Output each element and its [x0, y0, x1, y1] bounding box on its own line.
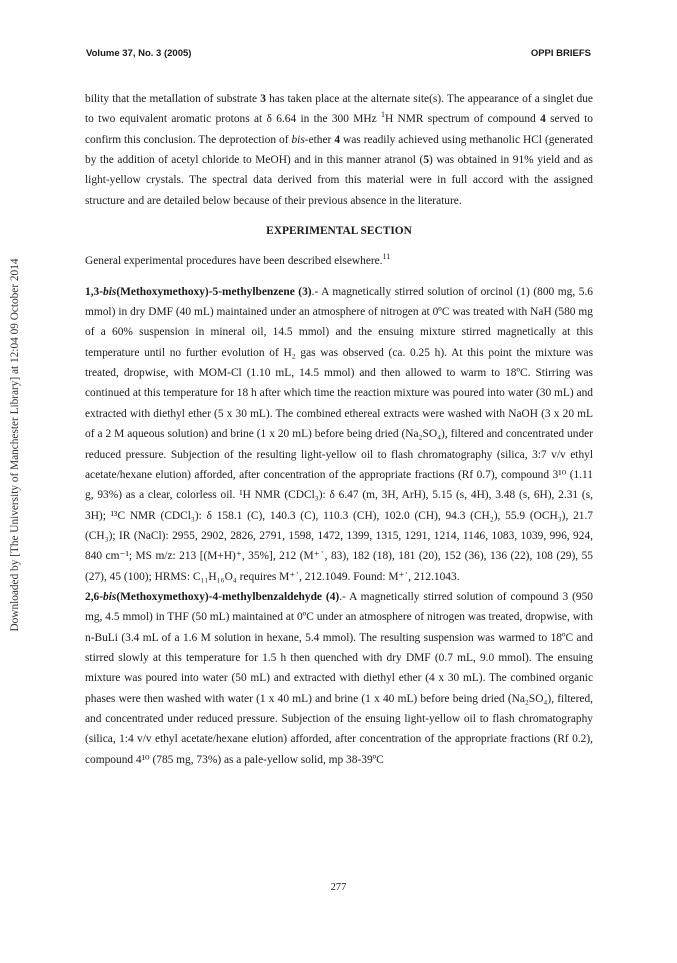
general-procedures: General experimental procedures have been described elsewhere.$^{11}$ [85, 252, 391, 268]
download-sidebar [0, 0, 30, 963]
journal-label: OPPI BRIEFS [530, 48, 591, 59]
intro-paragraph: bility that the metallation of substrate 3 has taken place at the alternate site(s). The appearance of a singlet due to two equivalent aromatic protons at δ 6.64 in the 300 MHz $^1$H NMR spectrum of compound 4 served to confirm this conclusion. The deprotection of bis-ether 4 was readily achieved using methanolic HCl (generated by the addition of acetyl chloride to MeOH) and in this manner atranol (5) was obtained in 91% yield and as light-yellow crystals. The spectral data derived from this material were in full accord with the assigned structure and are detailed below because of their previous absence in the literature. [85, 93, 594, 207]
compound-4-paragraph [85, 587, 593, 770]
section-title: EXPERIMENTAL SECTION [266, 225, 412, 238]
article-body [85, 89, 593, 770]
compound-3-title: 1,3-bis(Methoxymethoxy)-5-methylbenzene (3) [85, 285, 312, 298]
download-note: Downloaded by [The University of Manchester Library] at 12:04 09 October 2014 [9, 258, 21, 632]
page-header [86, 48, 591, 64]
volume-label: Volume 37, No. 3 (2005) [86, 48, 192, 59]
compound-4-body: .- A magnetically stirred solution of compound 3 (950 mg, 4.5 mmol) in THF (50 mL) maintained at 0ºC under an atmosphere of nitrogen was treated, dropwise, with n-BuLi (3.4 mL of a 1.6 M solution in hexane, 5.4 mmol). The resulting suspension was warmed to 18ºC and stirred slowly at this temperature for 1.5 h then quenched with dry DMF (0.7 mL, 9.0 mmol). The ensuing mixture was poured into water (50 mL) and extracted with diethyl ether (4 x 30 mL). The combined organic phases were then washed with water (1 x 40 mL) and brine (1 x 40 mL) before being dried (Na₂SO₄), filtered, and concentrated under reduced pressure. Subjection of the ensuing light-yellow oil to flash chromatography (silica, 1:4 v/v ethyl acetate/hexane elution) afforded, after concentration of the appropriate fractions (Rf 0.2), compound 4¹⁰ (785 mg, 73%) as a pale-yellow solid, mp 38-39ºC [85, 590, 593, 766]
compound-3-body: .- A magnetically stirred solution of orcinol (1) (800 mg, 5.6 mmol) in dry DMF (40 mL) maintained under an atmosphere of nitrogen at 0ºC was treated with NaH (580 mg of a 60% suspension in mineral oil, 14.5 mmol) and the ensuing mixture stirred magnetically at this temperature until no further evolution of H₂ gas was observed (ca. 0.25 h). At this point the mixture was treated, dropwise, with MOM-Cl (1.10 mL, 14.5 mmol) and then allowed to warm to 18ºC. Stirring was continued at this temperature for 18 h after which time the reaction mixture was poured into water (30 mL) and extracted with diethyl ether (5 x 30 mL). The combined ethereal extracts were washed with NaOH (3 x 20 mL of a 2 M aqueous solution) and brine (1 x 20 mL) before being dried (Na₂SO₄), filtered and concentrated under reduced pressure. Subjection of the resulting light-yellow oil to flash chromatography (silica, 3:7 v/v ethyl acetate/hexane elution) afforded, after concentration of the appropriate fractions (Rf 0.7), compound 3¹⁰ (1.11 g, 93%) as a clear, colorless oil. ¹H NMR (CDCl₃): δ 6.47 (m, 3H, ArH), 5.15 (s, 4H), 3.48 (s, 6H), 2.31 (s, 3H); ¹³C NMR (CDCl₃): δ 158.1 (C), 140.3 (C), 110.3 (CH), 102.0 (CH), 94.3 (CH₂), 55.9 (OCH₃), 21.7 (CH₃); IR (NaCl): 2955, 2902, 2826, 2791, 1598, 1472, 1399, 1315, 1291, 1214, 1146, 1083, 1039, 996, 924, 840 cm⁻¹; MS m/z: 213 [(M+H)⁺, 35%], 212 (M⁺˙, 83), 182 (18), 181 (20), 152 (36), 136 (22), 108 (29), 55 (27), 45 (100); HRMS: C₁₁H₁₆O₄ requires M⁺˙, 212.1049. Found: M⁺˙, 212.1043. [85, 285, 593, 583]
compound-4-title: 2,6-bis(Methoxymethoxy)-4-methylbenzaldehyde (4) [85, 590, 340, 603]
compound-3-paragraph [85, 282, 593, 587]
page-number: 277 [330, 882, 347, 893]
